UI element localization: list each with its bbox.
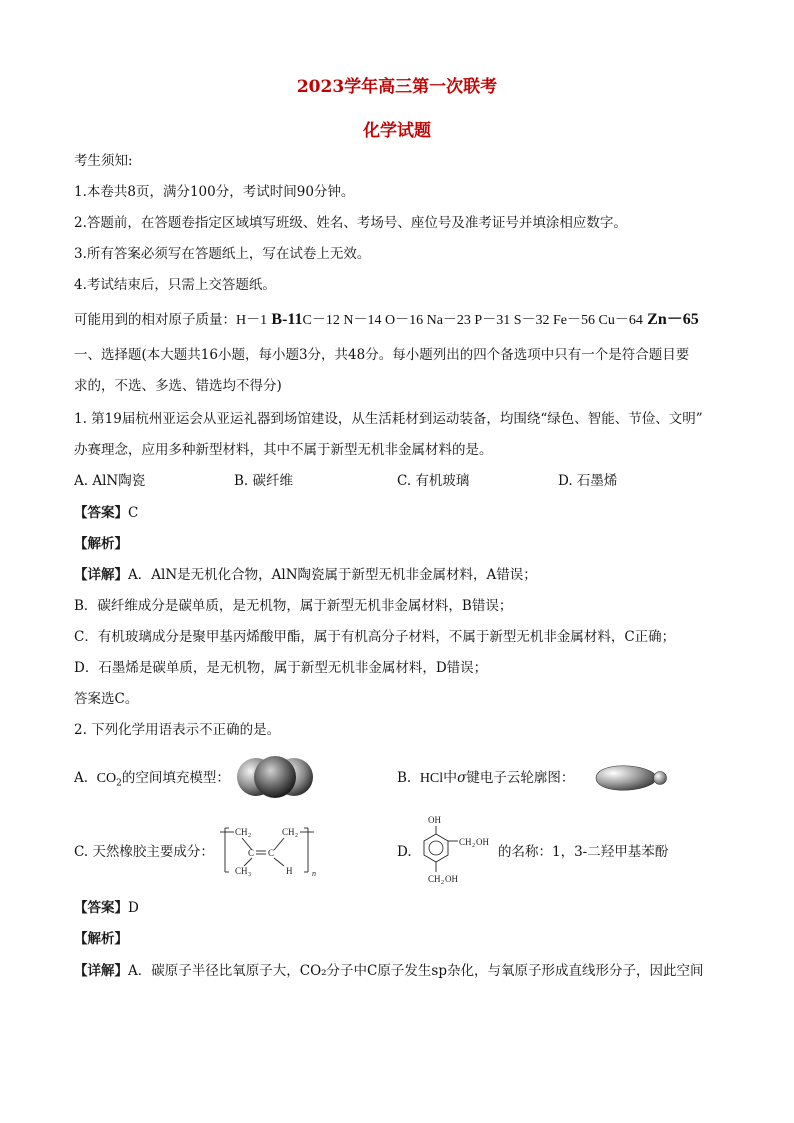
q2-stem: 2. 下列化学用语表示不正确的是。: [74, 722, 281, 738]
benzene-ring: [424, 834, 448, 862]
q2-option-d-text: 的名称：1，3-二羟甲基苯酚: [498, 844, 669, 860]
notice-item-2: 2.答题前，在答题卷指定区域填写班级、姓名、考场号、座位号及准考证号并填涂相应数字。: [74, 215, 627, 231]
repeat-n: n: [312, 869, 316, 878]
q2-answer: [74, 899, 139, 917]
struct-ch2oh-right-sub: 2: [472, 843, 475, 849]
q1-detail-label: 【详解】: [74, 567, 128, 583]
q1-detail-a-text: A．AlN是无机化合物，AlN陶瓷属于新型无机非金属材料，A错误；: [128, 567, 537, 583]
carbon-atom: [254, 756, 296, 798]
atomic-mass-line: [74, 311, 699, 330]
h-orbital: [654, 772, 667, 785]
sigma-symbol: σ: [457, 770, 467, 786]
q2-analysis-label: 【解析】: [74, 931, 128, 947]
q2-option-b-text: 键电子云轮廓图：: [466, 770, 575, 786]
q2-analysis: [74, 930, 128, 948]
rubber-ch3-sub: 3: [248, 872, 251, 878]
section1-line1: 一、选择题(本大题共16小题，每小题3分，共48分。每小题列出的四个备选项中只有一个是符合题目要: [74, 347, 690, 363]
q1-detail-a: [74, 566, 537, 584]
rubber-c-left: C: [248, 848, 255, 858]
atomic-mass-h: H－1: [236, 313, 268, 328]
atomic-mass-rest: C－12 N－14 O－16 Na－23 P－31 S－32 Fe－56 Cu－64: [302, 313, 643, 328]
rubber-h: H: [286, 866, 293, 876]
q2-answer-value: D: [128, 900, 139, 916]
exam-subtitle: 化学试题: [363, 121, 431, 141]
exam-title: 2023学年高三第一次联考: [296, 77, 498, 97]
atomic-mass-zn: Zn－65: [647, 311, 699, 328]
q1-analysis: [74, 535, 128, 553]
q2-detail-label: 【详解】: [74, 963, 128, 979]
atomic-mass-prefix: 可能用到的相对原子质量：: [74, 312, 236, 328]
notice-item-3: 3.所有答案必须写在答题纸上，写在试卷上无效。: [74, 246, 371, 262]
struct-ch2oh-bottom-sub: 2: [441, 880, 444, 886]
q1-detail-c: C．有机玻璃成分是聚甲基丙烯酸甲酯，属于有机高分子材料，不属于新型无机非金属材料，C正确；: [74, 629, 676, 645]
q2-detail-a: [74, 962, 703, 980]
q1-detail-b: B．碳纤维成分是碳单质，是无机物，属于新型无机非金属材料，B错误；: [74, 598, 513, 614]
co2-space-filling-model: [236, 754, 316, 800]
q1-stem-line1: 1. 第19届杭州亚运会从亚运礼器到场馆建设，从生活耗材到运动装备，均围绕“绿色、智能、节俭、文明”: [74, 411, 703, 427]
rubber-ch3: CH: [235, 866, 248, 876]
q2-option-a-letter: A.: [74, 770, 89, 786]
rubber-ch2-right: CH: [282, 827, 295, 837]
aromatic-circle: [429, 841, 443, 855]
bond-c-ch2-right: [274, 838, 284, 850]
q2-option-b: [397, 769, 574, 788]
bond-c-h: [274, 858, 284, 866]
q2-option-a-sub: 2: [116, 778, 122, 789]
hydroxymethyl-phenol-structure: [414, 812, 506, 892]
q2-answer-label: 【答案】: [74, 900, 128, 916]
notice-item-4: 4.考试结束后，只需上交答题纸。: [74, 277, 276, 293]
q1-stem-line2: 办赛理念，应用多种新型材料，其中不属于新型无机非金属材料的是。: [74, 442, 493, 458]
struct-ch2oh-right-oh: OH: [476, 837, 489, 847]
q2-option-c: C. 天然橡胶主要成分：: [74, 844, 214, 860]
q1-answer-value: C: [128, 505, 139, 521]
rubber-ch2-right-sub: 2: [295, 833, 298, 839]
q1-option-a: A. AlN陶瓷: [74, 473, 146, 489]
hcl-sigma-orbital: [594, 762, 670, 794]
q1-answer: [74, 504, 138, 522]
q1-conclusion: 答案选C。: [74, 691, 139, 707]
q1-option-d: D. 石墨烯: [558, 473, 618, 489]
q1-option-c: C. 有机玻璃: [397, 473, 470, 489]
q2-option-a-formula: CO: [96, 771, 117, 786]
struct-ch2oh-bottom-oh: OH: [445, 874, 458, 884]
q2-option-b-formula: HCl中: [419, 771, 458, 786]
struct-ch2oh-bottom: CH: [428, 874, 441, 884]
rubber-ch2-left-sub: 2: [248, 833, 251, 839]
natural-rubber-structure: [218, 824, 324, 880]
q2-option-a-text: 的空间填充模型：: [121, 770, 230, 786]
rubber-c-right: C: [268, 848, 275, 858]
orbital-lobe: [596, 766, 655, 791]
atomic-mass-b: B-11: [271, 311, 303, 328]
section1-line2: 求的，不选、多选、错选均不得分): [74, 378, 282, 394]
q1-answer-label: 【答案】: [74, 505, 128, 521]
notice-item-1: 1.本卷共8页，满分100分，考试时间90分钟。: [74, 184, 355, 200]
bond-c-ch3: [244, 858, 252, 866]
q2-detail-a-text: A．碳原子半径比氧原子大，CO₂分子中C原子发生sp杂化，与氧原子形成直线形分子，因此空间: [128, 963, 704, 979]
q1-option-b: B. 碳纤维: [234, 473, 294, 489]
q1-analysis-label: 【解析】: [74, 536, 128, 552]
struct-ch2oh-right: CH: [459, 837, 472, 847]
q2-option-a: [74, 769, 230, 793]
q1-detail-d: D．石墨烯是碳单质，是无机物，属于新型无机非金属材料，D错误；: [74, 660, 488, 676]
notice-heading: 考生须知:: [74, 153, 133, 169]
q2-option-d-letter: D.: [397, 844, 412, 860]
struct-oh-top: OH: [428, 815, 441, 825]
q2-option-b-letter: B.: [397, 770, 412, 786]
rubber-ch2-left: CH: [235, 827, 248, 837]
